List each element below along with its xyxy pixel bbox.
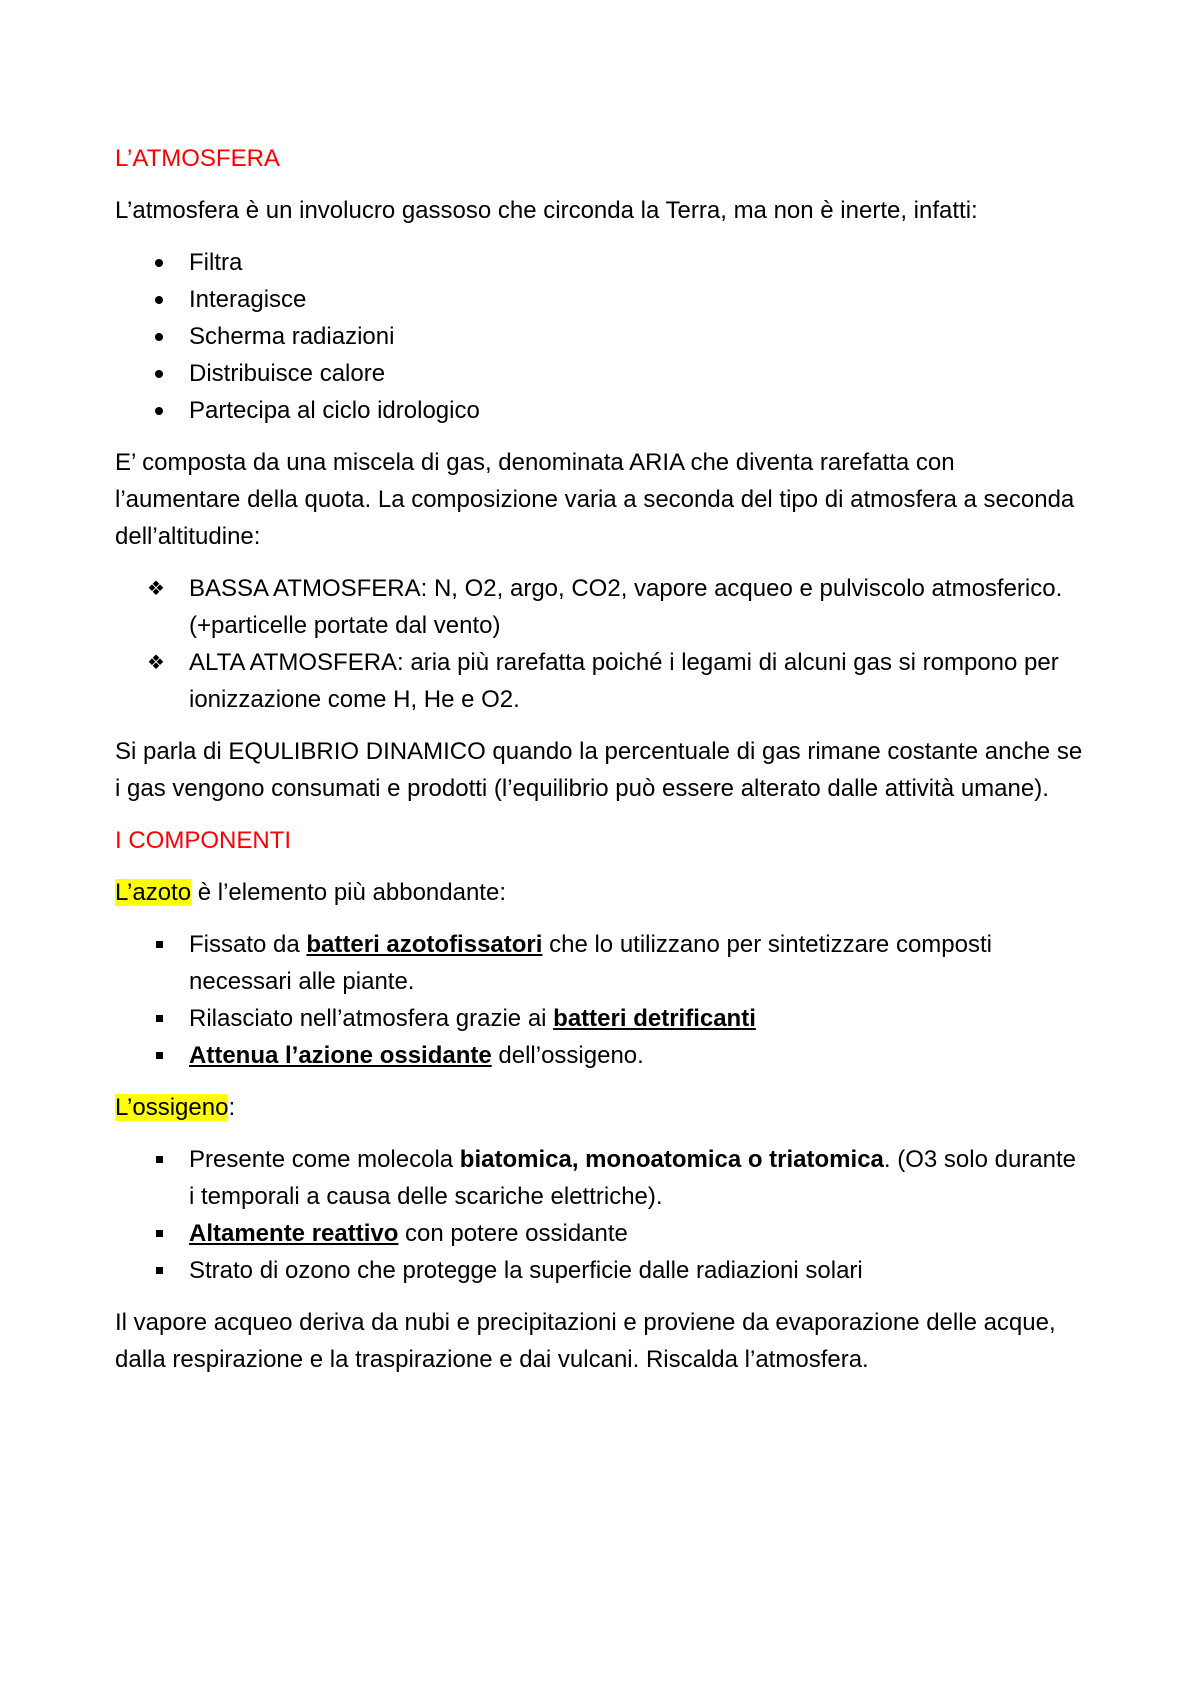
equilibrium-paragraph: Si parla di EQULIBRIO DINAMICO quando la percentuale di gas rimane costante anche se i gas vengono consumati e prodotti (l’equilibrio può essere alterato dalle attività umane). bbox=[115, 738, 1083, 802]
section-title-atmosfera: L’ATMOSFERA bbox=[115, 145, 280, 172]
composition-paragraph: E’ composta da una miscela di gas, denominata ARIA che diventa rarefatta con l’aumentare della quota. La composizione varia a seconda del tipo di atmosfera a seconda dell’altitudine: bbox=[115, 449, 1075, 550]
list-item: Filtra bbox=[189, 249, 243, 276]
list-item: Scherma radiazioni bbox=[189, 323, 395, 350]
intro-paragraph: L’atmosfera è un involucro gassoso che circonda la Terra, ma non è inerte, infatti: bbox=[115, 197, 978, 224]
list-item: Partecipa al ciclo idrologico bbox=[189, 397, 480, 424]
list-item: Presente come molecola biatomica, monoatomica o triatomica. (O3 solo durante i temporali a causa delle scariche elettriche). bbox=[189, 1146, 1076, 1210]
list-item: Rilasciato nell’atmosfera grazie ai batteri detrificanti bbox=[189, 1005, 756, 1032]
list-item: Attenua l’azione ossidante dell’ossigeno. bbox=[189, 1042, 644, 1069]
diamond-bullet-icon: ❖ bbox=[147, 650, 165, 674]
ossigeno-intro: L’ossigeno: bbox=[115, 1094, 236, 1121]
ossigeno-list bbox=[115, 1141, 1085, 1289]
diamond-bullet-icon: ❖ bbox=[147, 576, 165, 600]
functions-list bbox=[115, 244, 1085, 429]
list-item: Fissato da batteri azotofissatori che lo utilizzano per sintetizzare composti necessari alle piante. bbox=[189, 931, 992, 995]
list-item: Interagisce bbox=[189, 286, 307, 313]
emphasis-text: Attenua l’azione ossidante bbox=[189, 1042, 492, 1069]
emphasis-text: batteri detrificanti bbox=[553, 1005, 756, 1032]
list-item: ❖ ALTA ATMOSFERA: aria più rarefatta poiché i legami di alcuni gas si rompono per ionizzazione come H, He e O2. bbox=[115, 644, 1085, 718]
list-item: ❖ BASSA ATMOSFERA: N, O2, argo, CO2, vapore acqueo e pulviscolo atmosferico. (+particelle portate dal vento) bbox=[115, 570, 1085, 644]
bold-text: biatomica, monoatomica o triatomica bbox=[459, 1146, 884, 1173]
emphasis-text: Altamente reattivo bbox=[189, 1220, 399, 1247]
layers-list bbox=[115, 570, 1085, 718]
azoto-list bbox=[115, 926, 1085, 1074]
section-title-componenti: I COMPONENTI bbox=[115, 827, 292, 854]
list-item: Distribuisce calore bbox=[189, 360, 386, 387]
document-page bbox=[115, 140, 1085, 1393]
azoto-intro: L’azoto è l’elemento più abbondante: bbox=[115, 879, 506, 906]
emphasis-text: batteri azotofissatori bbox=[306, 931, 543, 958]
highlighted-term: L’ossigeno bbox=[115, 1094, 229, 1121]
list-item: Altamente reattivo con potere ossidante bbox=[189, 1220, 628, 1247]
vapor-paragraph: Il vapore acqueo deriva da nubi e precipitazioni e proviene da evaporazione delle acque, dalla respirazione e la traspirazione e dai vulcani. Riscalda l’atmosfera. bbox=[115, 1309, 1056, 1373]
highlighted-term: L’azoto bbox=[115, 879, 192, 906]
list-item: Strato di ozono che protegge la superficie dalle radiazioni solari bbox=[189, 1257, 863, 1284]
